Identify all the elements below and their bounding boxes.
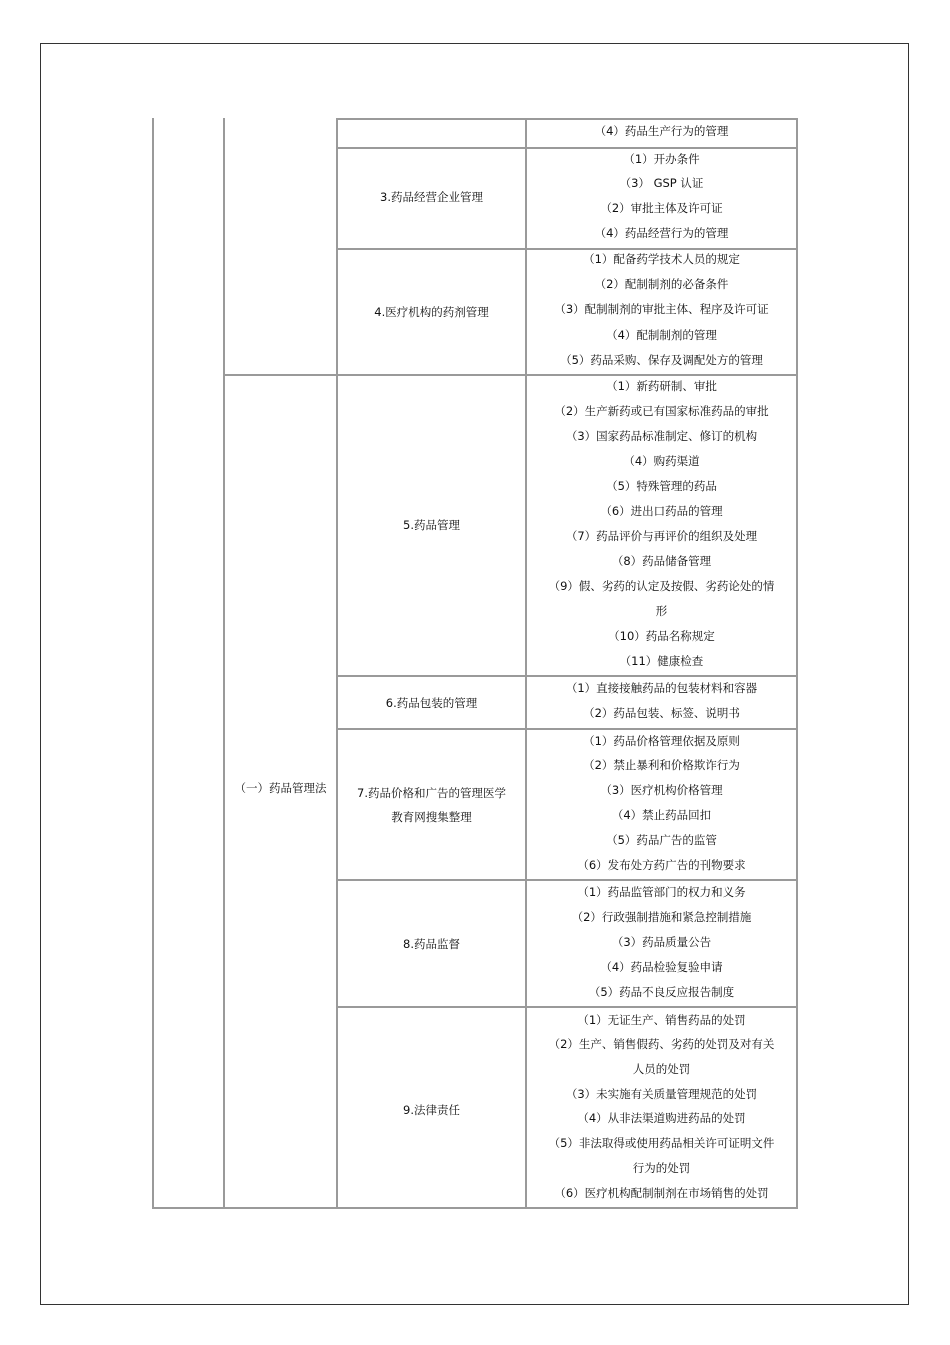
row-items-cell (525, 248, 798, 376)
row-title: 9.法律责任 (403, 1103, 460, 1117)
list-item: （4）药品生产行为的管理 (594, 124, 729, 138)
list-item: （3）药品质量公告 (611, 935, 712, 949)
list-item: （5）非法取得或使用药品相关许可证明文件 (548, 1136, 775, 1150)
list-item: （5）药品不良反应报告制度 (588, 985, 735, 999)
row-items-cell (525, 1006, 798, 1209)
list-item: （11）健康检查 (619, 654, 704, 668)
row-title-cell (336, 728, 527, 881)
list-item: （2）禁止暴利和价格欺诈行为 (583, 758, 740, 772)
section-label: （一）药品管理法 (234, 781, 327, 795)
list-item: （1）直接接触药品的包装材料和容器 (565, 681, 758, 695)
row-title: 5.药品管理 (403, 518, 460, 532)
section-cell-upper (223, 118, 338, 376)
row-items-cell (525, 879, 798, 1008)
list-item: （1）开办条件 (623, 152, 700, 166)
row-title-cell (336, 675, 527, 730)
list-item: （6）医疗机构配制制剂在市场销售的处罚 (554, 1186, 769, 1200)
list-item: （5）药品广告的监管 (606, 833, 717, 847)
list-item: （4）配制制剂的管理 (606, 328, 717, 342)
row-items-cell (525, 118, 798, 149)
row-title: 4.医疗机构的药剂管理 (374, 305, 489, 319)
list-item: （8）药品储备管理 (611, 554, 712, 568)
row-title-cell (336, 147, 527, 250)
list-item: 人员的处罚 (632, 1062, 691, 1076)
row-title-line: 7.药品价格和广告的管理医学 (357, 786, 506, 800)
row-title-cell (336, 1006, 527, 1209)
row-items-cell (525, 675, 798, 730)
row-items-cell (525, 374, 798, 677)
list-item: （1）配备药学技术人员的规定 (583, 252, 740, 266)
list-item: （4）药品经营行为的管理 (594, 226, 729, 240)
list-item: （4）药品检验复验申请 (600, 960, 723, 974)
row-title: 6.药品包装的管理 (385, 696, 478, 710)
row-title-cell (336, 118, 527, 149)
list-item: （4）购药渠道 (623, 454, 700, 468)
list-item: （2）生产新药或已有国家标准药品的审批 (554, 404, 769, 418)
row-title-cell (336, 374, 527, 677)
list-item: （3）未实施有关质量管理规范的处罚 (565, 1087, 758, 1101)
list-item: （1）无证生产、销售药品的处罚 (577, 1013, 746, 1027)
row-title-line: 教育网搜集整理 (391, 810, 472, 824)
list-item: （4）从非法渠道购进药品的处罚 (577, 1111, 746, 1125)
list-item: （3）医疗机构价格管理 (600, 783, 723, 797)
list-item: （7）药品评价与再评价的组织及处理 (565, 529, 758, 543)
list-item: （4）禁止药品回扣 (611, 808, 712, 822)
list-item: （2）生产、销售假药、劣药的处罚及对有关 (548, 1037, 775, 1051)
list-item: （2）行政强制措施和紧急控制措施 (571, 910, 752, 924)
list-item: （10）药品名称规定 (608, 629, 715, 643)
list-item: （3）国家药品标准制定、修订的机构 (565, 429, 758, 443)
list-item: （1）药品价格管理依据及原则 (583, 734, 740, 748)
row-title-cell (336, 879, 527, 1008)
list-item: （5）药品采购、保存及调配处方的管理 (560, 353, 763, 367)
row-items-cell (525, 147, 798, 250)
list-item: （1）药品监管部门的权力和义务 (577, 885, 746, 899)
list-item: （5）特殊管理的药品 (606, 479, 717, 493)
list-item: （6）进出口药品的管理 (600, 504, 723, 518)
section-cell-lower (223, 374, 338, 1209)
list-item: 形 (655, 604, 668, 618)
list-item: （2）审批主体及许可证 (600, 201, 723, 215)
list-item: （3） GSP 认证 (619, 176, 704, 190)
list-item: （6）发布处方药广告的刊物要求 (577, 858, 746, 872)
row-title: 8.药品监督 (403, 937, 460, 951)
list-item: （1）新药研制、审批 (606, 379, 717, 393)
list-item: （3）配制制剂的审批主体、程序及许可证 (554, 302, 769, 316)
list-item: （2）药品包装、标签、说明书 (583, 706, 740, 720)
list-item: （9）假、劣药的认定及按假、劣药论处的情 (548, 579, 775, 593)
row-title: 3.药品经营企业管理 (380, 190, 483, 204)
row-title-cell (336, 248, 527, 376)
list-item: 行为的处罚 (632, 1161, 691, 1175)
row-items-cell (525, 728, 798, 881)
column-empty-cell (152, 118, 225, 1209)
list-item: （2）配制制剂的必备条件 (594, 277, 729, 291)
